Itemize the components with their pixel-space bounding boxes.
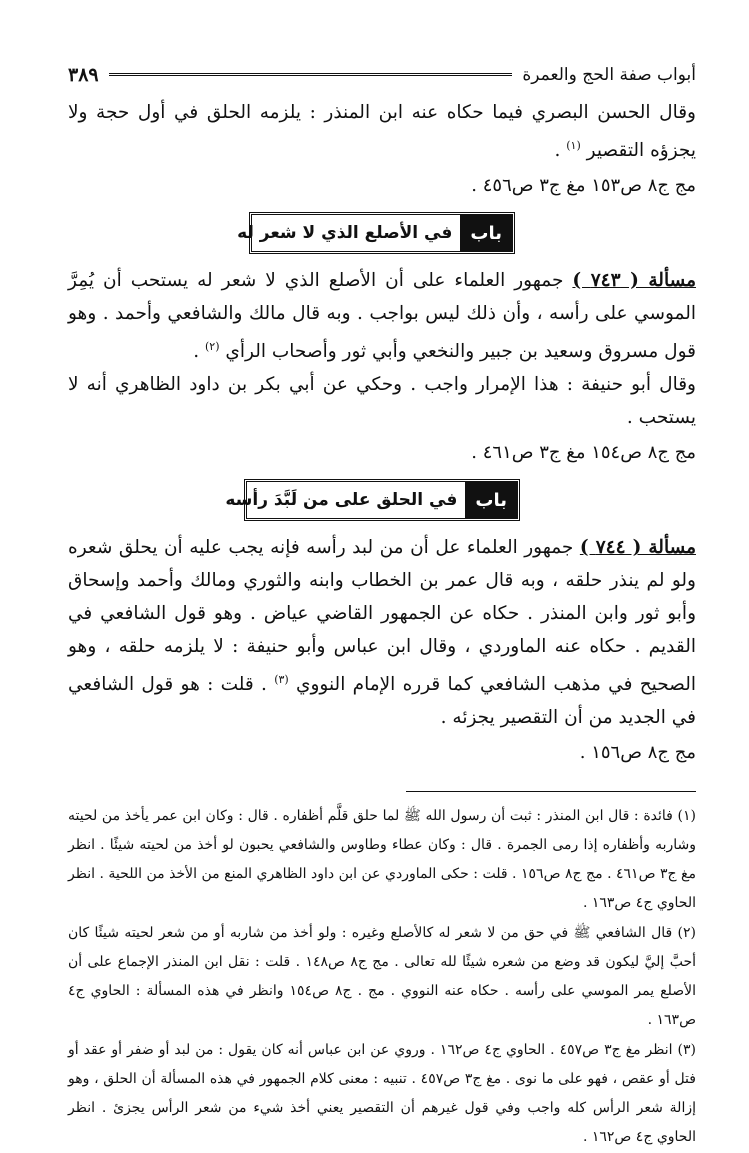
section-heading-talbid <box>225 479 520 521</box>
intro-reference: مج ج٨ ص١٥٣ مغ ج٣ ص٤٥٦ . <box>471 175 696 197</box>
section-title: في الأصلع الذي لا شعر له <box>237 223 453 244</box>
book-page <box>68 60 696 1153</box>
running-header <box>68 60 696 90</box>
footnote-marker-2[interactable]: (٢) <box>204 340 220 354</box>
running-title: أبواب صفة الحج والعمرة <box>522 65 696 85</box>
masala-text: جمهور العلماء عل أن من لبد رأسه فإنه يجب عليه أن يحلق شعره ولو لم ينذر حلقه ، وبه قال عمر بن الخطاب وابنه والثوري ومالك وأحمد وإسحاق وأبو ثور وابن المنذر . حكاه عن الجمهور القاضي عياض . وهو قول الشافعي في القديم . حكاه عنه الماوردي ، وقال ابن عباس وأبو حنيفة : لا يلزمه حلقه ، وهو الصحيح في مذهب الشافعي كما قرره الإمام النووي <box>68 537 696 696</box>
intro-text: وقال الحسن البصري فيما حكاه عنه ابن المنذر : يلزمه الحلق في أول حجة ولا يجزؤه التقصير <box>68 102 696 162</box>
masala-label: مسألة ( ٧٤٣ ) <box>572 270 696 292</box>
masala-743-paragraph <box>68 264 696 368</box>
footnote-3: (٣) انظر مغ ج٣ ص٤٥٧ . الحاوي ج٤ ص١٦٢ . وروي عن ابن عباس أنه كان يقول : من لبد أو ضفر أو عقد أو فتل أو عقص ، فهو على ما نوى . مغ ج٣ ص٤٥٧ . تنبيه : معنى كلام الجمهور في هذه المسألة أن الحلق ، وهو إزالة شعر الرأس كله واجب وفي قول غيرهم أن التقصير يعني أخذ شيء من شعر الرأس يجزئ . انظر الحاوي ج٤ ص١٦٢ . <box>68 1042 697 1146</box>
page-number: ٣٨٩ <box>68 64 99 86</box>
masala-label: مسألة ( ٧٤٤ ) <box>579 537 696 559</box>
footnote-2: (٢) قال الشافعي ﷺ في حق من لا شعر له كالأصلع وغيره : ولو أخذ من شاربه أو من شعر لحيته شيئًا كان أحبَّ إليَّ ليكون قد وضع من شعره شيئًا لله تعالى . مج ج٨ ص١٤٨ . قلت : نقل ابن المنذر الإجماع على أن الأصلع يمر الموسي على رأسه . حكاه عنه النووي . مج . ج٨ ص١٥٤ وانظر في هذه المسألة : الحاوي ج٤ ص١٦٣ . <box>68 925 696 1029</box>
intro-end: . <box>554 140 567 162</box>
header-rule <box>109 73 513 78</box>
section2-reference: مج ج٨ ص١٥٦ . <box>579 742 696 764</box>
bab-label: باب <box>465 482 517 518</box>
footnote-marker-3[interactable]: (٣) <box>274 673 289 687</box>
intro-paragraph <box>68 96 696 167</box>
masala-744-paragraph <box>68 531 696 734</box>
footnote-1: (١) فائدة : قال ابن المنذر : ثبت أن رسول الله ﷺ لما حلق قلَّم أظفاره . قال : وكان ابن عمر يأخذ من لحيته وشاربه وأظفاره إذا رمى الجمرة . قال : وكان عطاء وطاوس والشافعي يحبون لو أخذ من لحيته شيئًا . انظر مغ ج٣ ص٤٦١ . مج ج٨ ص١٥٦ . قلت : حكى الماوردي عن ابن داود الظاهري المنع من الأخذ من اللحية . انظر الحاوي ج٤ ص١٦٣ . <box>68 808 697 912</box>
section-title: في الحلق على من لَبَّدَ رأسه <box>225 490 458 511</box>
masala-text-end: . قلت : هو قول الشافعي في الجديد من أن التقصير يجزئه . <box>68 674 696 729</box>
footnote-marker-1[interactable]: (١) <box>566 139 581 152</box>
bab-label: باب <box>460 215 512 251</box>
masala-text-end: . <box>193 341 205 363</box>
abu-hanifa-paragraph: وقال أبو حنيفة : هذا الإمرار واجب . وحكي عن أبي بكر بن داود الظاهري أنه لا يستحب . <box>68 374 696 429</box>
footnote-separator <box>406 791 696 792</box>
section1-reference: مج ج٨ ص١٥٤ مغ ج٣ ص٤٦١ . <box>471 442 696 464</box>
masala-text: جمهور العلماء على أن الأصلع الذي لا شعر له يستحب أن يُمِرَّ الموسي على رأسه ، وأن ذلك ليس بواجب . وبه قال مالك والشافعي وأحمد . وهو قول مسروق وسعيد بن جبير والنخعي وأبي ثور وأصحاب الرأي <box>68 270 696 363</box>
section-heading-bald <box>237 212 515 254</box>
